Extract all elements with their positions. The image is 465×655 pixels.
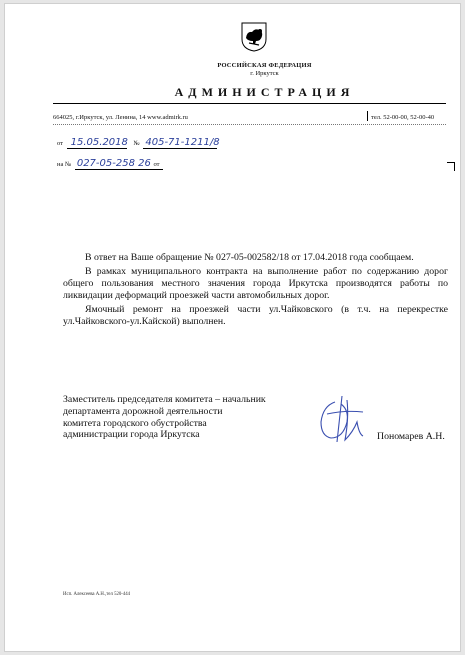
- incoming-number: 027-05-258 26: [76, 158, 151, 169]
- executor-note: Исп. Алексеева А.Н.,тел 520-444: [63, 592, 131, 597]
- number-underline: [143, 148, 217, 149]
- handwritten-signature: [297, 392, 387, 452]
- letter-page: [4, 3, 461, 652]
- header-rule: [53, 103, 446, 104]
- incoming-reference: [57, 158, 160, 169]
- number-label: №: [133, 140, 140, 147]
- outgoing-date: 15.05.2018: [70, 137, 128, 148]
- signatory-title-line-4: администрации города Иркутска: [63, 429, 200, 441]
- signatory-name: Пономарев А.Н.: [377, 431, 445, 442]
- from-label: от: [57, 140, 64, 147]
- body-paragraph-2: В рамках муниципального контракта на выполнение работ по содержанию дорог общего пользования местного значения города Иркутска производятся работы по ликвидации деформаций проезжей части автомобильных дорог.: [63, 266, 448, 301]
- city-name: г. Иркутск: [250, 70, 279, 77]
- outgoing-number: 405-71-1211/8: [145, 137, 220, 148]
- signatory-title-line-1: Заместитель председателя комитета – начальник: [63, 394, 266, 405]
- to-suffix-label: от: [153, 161, 160, 168]
- address-divider: [367, 111, 368, 121]
- organization-phone: тел. 52-00-00, 52-00-40: [371, 114, 435, 121]
- body-paragraph-3: Ямочный ремонт на проезжей части ул.Чайковского (в т.ч. на перекрестке ул.Чайковского-ул.Кайской) выполнен.: [63, 304, 448, 327]
- incoming-underline: [75, 169, 163, 170]
- country-name: РОССИЙСКАЯ ФЕДЕРАЦИЯ: [217, 62, 312, 69]
- organization-title: АДМИНИСТРАЦИЯ: [174, 85, 355, 99]
- address-block-corner: [447, 162, 455, 171]
- outgoing-reference: [57, 137, 220, 148]
- signatory-title: [63, 394, 266, 441]
- coat-of-arms-icon: [241, 22, 267, 52]
- date-underline: [67, 148, 127, 149]
- organization-address: 664025, г.Иркутск, ул. Ленина, 14 www.admirk.ru: [53, 114, 188, 121]
- signatory-title-line-3: комитета городского обустройства: [63, 417, 207, 429]
- address-rule: [53, 124, 446, 125]
- body-paragraph-1: В ответ на Ваше обращение № 027-05-002582/18 от 17.04.2018 года сообщаем.: [85, 252, 414, 263]
- signatory-title-line-2: департамента дорожной деятельности: [63, 405, 223, 417]
- letter-body: [63, 252, 448, 328]
- to-label: на №: [57, 161, 72, 168]
